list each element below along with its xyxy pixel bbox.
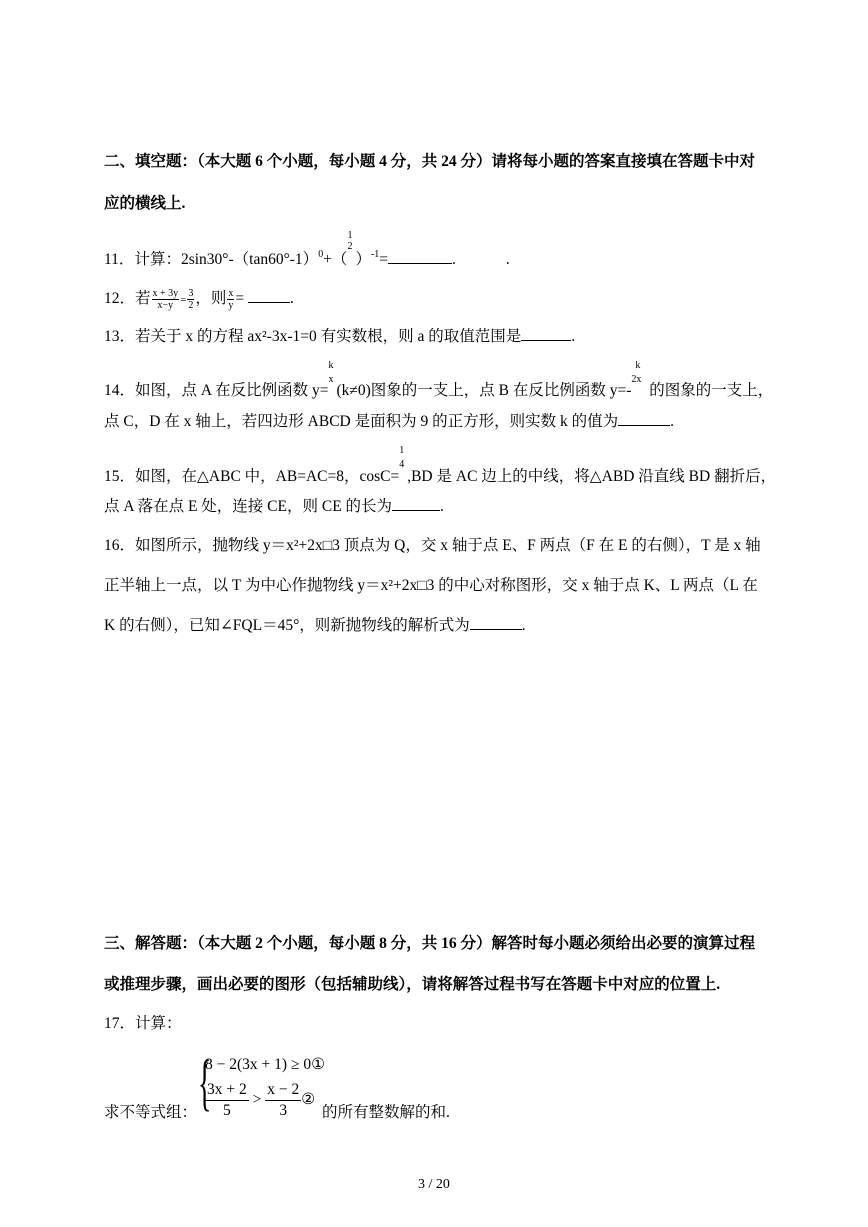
q11-answer-blank[interactable] — [388, 249, 452, 264]
q15-text-3: 点 A 落在点 E 处，连接 CE，则 CE 的长为 — [104, 498, 393, 515]
q15-period: . — [440, 498, 444, 515]
question-15-line1 — [104, 445, 777, 487]
q17-fraction-2: $\frac{x - 2}{3}$ — [267, 1081, 300, 1119]
question-17-head: 17．计算： — [104, 1015, 182, 1032]
question-12 — [104, 288, 294, 311]
q15-text-1: 15．如图，在△ABC 中，AB=AC=8，cosC= — [104, 468, 400, 485]
q11-close: ） — [355, 251, 371, 268]
q13-answer-blank[interactable] — [521, 326, 571, 341]
question-16-line2: 正半轴上一点，以 T 为中心作抛物线 y＝x²+2x□3 的中心对称图形，交 x 轴于点 K、L 两点（L 在 — [104, 577, 758, 594]
section-2-heading-line1: 二、填空题：（本大题 6 个小题，每小题 4 分，共 24 分）请将每小题的答案直接填在答题卡中对 — [104, 153, 756, 170]
q11-text: 计算：2sin30°-（tan60°-1） — [134, 251, 319, 268]
q12-fraction-lhs: $\frac{x + 3y}{x-y}$ — [152, 288, 179, 311]
q16-text: K 的右侧），已知∠FQL＝45°，则新抛物线的解析式为 — [104, 617, 470, 634]
q15-fraction: 1 4 — [399, 445, 405, 470]
q12-answer-blank[interactable] — [248, 288, 290, 303]
q11-fraction: 1 2 — [347, 230, 353, 252]
question-13 — [104, 326, 575, 347]
question-16-line3 — [104, 615, 526, 636]
q13-text: 13．若关于 x 的方程 ax²-3x-1=0 有实数根，则 a 的取值范围是 — [104, 328, 522, 345]
brace-icon: { — [198, 1049, 212, 1117]
q14-fraction-k-2x: k 2x — [631, 360, 642, 385]
section-2-heading-line2: 应的横线上. — [104, 195, 186, 212]
q12-ruo: 若 — [135, 290, 151, 308]
q12-fraction-rhs: $\frac{3}{2}$ — [188, 288, 194, 311]
q11-plus: +（ — [323, 251, 348, 268]
q14-period: . — [670, 413, 674, 430]
q14-text-2: (k≠0)图象的一支上，点 B 在反比例函数 y=- — [336, 382, 632, 399]
q15-text-2: ,BD 是 AC 边上的中线，将△ABD 沿直线 BD 翻折后， — [407, 468, 777, 485]
question-11 — [104, 230, 510, 272]
q12-period: . — [290, 290, 294, 308]
q14-fraction-k-x: k x — [328, 360, 334, 385]
q16-period: . — [521, 617, 526, 634]
q11-period-2: . — [505, 251, 510, 268]
section-3-heading-line1: 三、解答题：（本大题 2 个小题，每小题 8 分，共 16 分）解答时每小题必须给出必要的演算过程 — [104, 935, 756, 952]
question-14-line1 — [104, 360, 774, 401]
q11-period: . — [452, 251, 456, 268]
q15-answer-blank[interactable] — [392, 496, 440, 511]
section-3-heading-line2: 或推理步骤，画出必要的图形（包括辅助线），请将解答过程书写在答题卡中对应的位置上. — [104, 976, 721, 993]
q16-answer-blank[interactable] — [470, 615, 522, 630]
q17-inequality-1: 8 − 2(3x + 1) ≥ 0① — [205, 1056, 325, 1073]
page-number: 3 / 20 — [418, 1177, 450, 1192]
q12-equals: = — [180, 294, 187, 307]
q14-answer-blank[interactable] — [618, 411, 670, 426]
q12-then: ，则 — [195, 290, 227, 308]
q14-text-3: 的图象的一支上， — [645, 382, 774, 399]
question-16-line1: 16．如图所示，抛物线 y＝x²+2x□3 顶点为 Q，交 x 轴于点 E、F 两点（F 在 E 的右侧），T 是 x 轴 — [104, 537, 761, 554]
q12-fraction-xy: $\frac{x}{y}$ — [228, 288, 234, 311]
q17-greater-than: > — [252, 1091, 262, 1109]
q11-exponent-neg1: -1 — [370, 249, 380, 260]
q17-prefix: 求不等式组： — [104, 1104, 198, 1121]
q17-circled-2: ② — [301, 1091, 316, 1109]
q14-text-4: 点 C，D 在 x 轴上，若四边形 ABCD 是面积为 9 的正方形，则实数 k 的值为 — [104, 413, 619, 430]
q11-number: 11． — [104, 251, 135, 268]
q17-suffix: 的所有整数解的和. — [322, 1104, 450, 1121]
q17-fraction-1: $\frac{3x + 2}{5}$ — [207, 1081, 247, 1119]
question-14-line2 — [104, 411, 674, 432]
q11-exponent-0: 0 — [318, 249, 324, 260]
q11-equals: = — [379, 251, 389, 268]
q17-inequality-2 — [205, 1080, 315, 1121]
q12-number: 12． — [104, 290, 136, 308]
q12-equals-2: = — [235, 290, 245, 308]
q13-period: . — [571, 328, 576, 345]
question-15-line2 — [104, 496, 444, 517]
q14-text-1: 14．如图，点 A 在反比例函数 y= — [104, 382, 329, 399]
